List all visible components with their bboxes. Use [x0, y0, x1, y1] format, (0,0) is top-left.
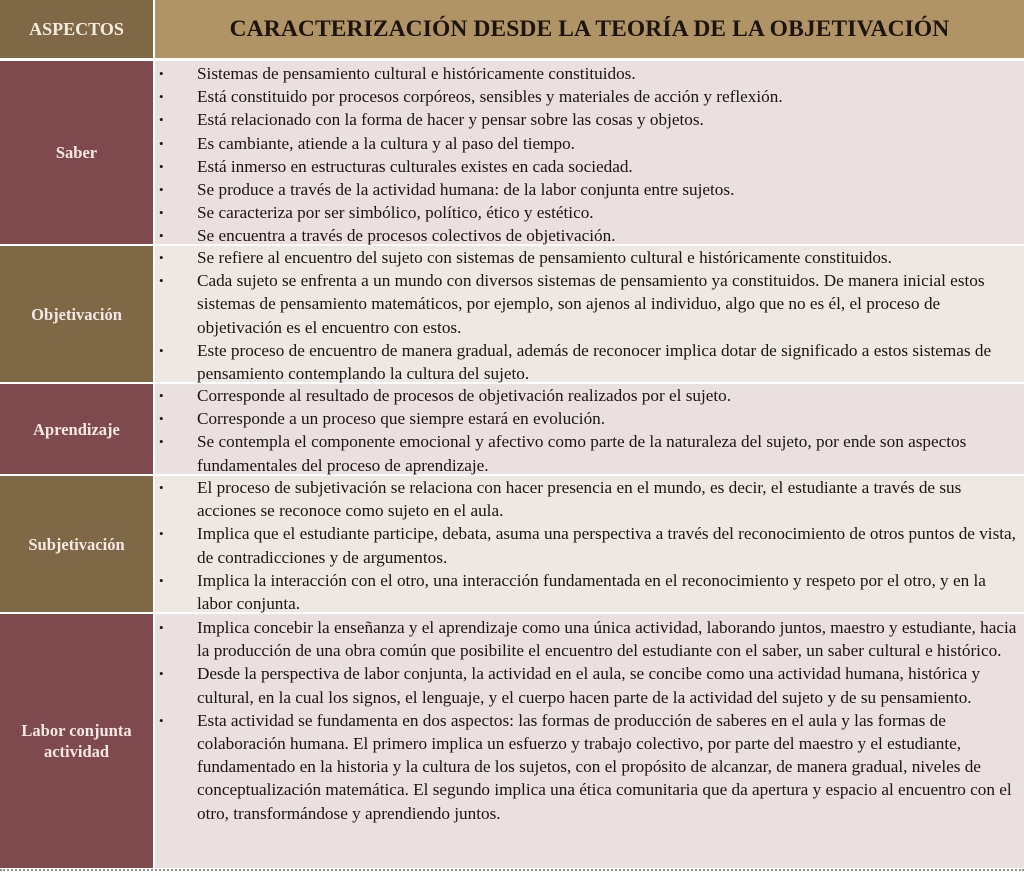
list-item: • Este proceso de encuentro de manera gradual, además de reconocer implica dotar de significado a estos sistemas de pensamiento contemplando la cultura del sujeto.: [159, 340, 992, 384]
list-item: • Implica que el estudiante participe, debata, asuma una perspectiva a través del reconocimiento de otros puntos de vista, de contradicciones y de argumentos.: [159, 524, 1016, 567]
table-row-labor-conjunta: [0, 614, 1024, 868]
aspect-description: [155, 61, 1024, 244]
bullet-icon: •: [159, 205, 164, 221]
list-item: • El proceso de subjetivación se relaciona con hacer presencia en el mundo, es decir, el estudiante a través de sus acciones se reconoce como sujeto en el aula.: [159, 478, 962, 521]
list-item: • Corresponde a un proceso que siempre estará en evolución.: [155, 407, 1020, 430]
list-item: • Implica la interacción con el otro, una interacción fundamentada en el reconocimiento y respeto por el otro, y en la labor conjunta.: [159, 570, 986, 614]
table-row-subjetivacion: [0, 476, 1024, 612]
bullet-icon: •: [159, 572, 164, 588]
list-item: • Desde la perspectiva de labor conjunta, la actividad en el aula, se concibe como una actividad humana, histórica y cultural, en la cual los signos, el lenguaje, y el cuerpo hacen parte de la actividad del sujeto y de su pensamiento.: [159, 664, 981, 707]
bullet-icon: •: [159, 66, 164, 81]
table-row-aprendizaje: [0, 384, 1024, 474]
list-item: • Se produce a través de la actividad humana: de la labor conjunta entre sujetos.: [155, 178, 1020, 201]
bullet-icon: •: [159, 712, 164, 728]
bullet-icon: •: [159, 620, 164, 635]
bullet-icon: •: [159, 182, 164, 198]
aspect-label: Subjetivación: [0, 476, 153, 612]
bullet-icon: •: [159, 411, 164, 427]
aspect-label: Labor conjunta actividad: [0, 614, 153, 868]
list-item: • Se encuentra a través de procesos colectivos de objetivación.: [155, 224, 1020, 247]
bullet-icon: •: [159, 135, 164, 151]
aspect-description: [155, 384, 1024, 474]
list-item: • Está constituido por procesos corpóreos, sensibles y materiales de acción y reflexión.: [155, 85, 1020, 108]
list-item: • Se refiere al encuentro del sujeto con sistemas de pensamiento cultural e históricamente constituidos.: [155, 246, 1020, 269]
table-row-objetivacion: [0, 246, 1024, 382]
list-item: • Se contempla el componente emocional y afectivo como parte de la naturaleza del sujeto, por ende son aspectos fundamentales del proceso de aprendizaje.: [159, 432, 967, 475]
aspect-description: [155, 614, 1024, 868]
bullet-icon: •: [159, 526, 164, 542]
list-item: • Cada sujeto se enfrenta a un mundo con diversos sistemas de pensamiento ya constituidos. De manera inicial estos sistemas de pensamiento matemáticos, por ejemplo, son ajenos al individuo, algo que no es él, el proceso de objetivación es el encuentro con estos.: [159, 271, 985, 337]
bullet-icon: •: [159, 158, 164, 174]
bullet-icon: •: [159, 480, 164, 495]
aspect-label: Objetivación: [0, 246, 153, 382]
table-title: CARACTERIZACIÓN DESDE LA TEORÍA DE LA OBJETIVACIÓN: [155, 0, 1024, 58]
bullet-icon: •: [159, 273, 164, 289]
bullet-list: [155, 616, 1020, 825]
bullet-icon: •: [159, 250, 164, 265]
bullet-icon: •: [159, 228, 164, 244]
bullet-icon: •: [159, 89, 164, 105]
bullet-icon: •: [159, 112, 164, 128]
table-row-saber: [0, 61, 1024, 244]
bullet-icon: •: [159, 434, 164, 450]
table-header: [0, 0, 1024, 58]
list-item: • Es cambiante, atiende a la cultura y al paso del tiempo.: [155, 132, 1020, 155]
bullet-list: [155, 384, 1020, 477]
list-item: • Implica concebir la enseñanza y el aprendizaje como una única actividad, laborando juntos, maestro y estudiante, hacia la producción de una obra común que posibilite el encuentro del estudiante con el saber, un saber cultural e histórico.: [159, 618, 1017, 661]
list-item: • Se caracteriza por ser simbólico, político, ético y estético.: [155, 201, 1020, 224]
aspect-description: [155, 476, 1024, 612]
bottom-dotted-border: [0, 869, 1024, 871]
aspects-header: ASPECTOS: [0, 0, 153, 58]
aspect-label: Saber: [0, 61, 153, 244]
bullet-list: [155, 62, 1020, 248]
bullet-icon: •: [159, 388, 164, 403]
bullet-icon: •: [159, 666, 164, 682]
list-item: • Sistemas de pensamiento cultural e históricamente constituidos.: [155, 62, 1020, 85]
bullet-list: [155, 246, 1020, 385]
aspect-label: Aprendizaje: [0, 384, 153, 474]
bullet-icon: •: [159, 342, 164, 358]
list-item: • Esta actividad se fundamenta en dos aspectos: las formas de producción de saberes en el aula y las formas de colaboración humana. El primero implica un esfuerzo y trabajo colectivo, por parte del maestro y el estudiante, fundamentado en la historia y la cultura de los sujetos, con el propósito de alcanzar, de manera gradual, niveles de conceptualización matemática. El segundo implica una ética comunitaria que da apertura y espacio al encuentro con el otro, transformándose y aprendiendo juntos.: [159, 710, 1012, 823]
list-item: • Corresponde al resultado de procesos de objetivación realizados por el sujeto.: [155, 384, 1020, 407]
aspect-description: [155, 246, 1024, 382]
list-item: • Está relacionado con la forma de hacer y pensar sobre las cosas y objetos.: [155, 108, 1020, 131]
list-item: • Está inmerso en estructuras culturales existes en cada sociedad.: [155, 155, 1020, 178]
bullet-list: [155, 476, 1020, 615]
